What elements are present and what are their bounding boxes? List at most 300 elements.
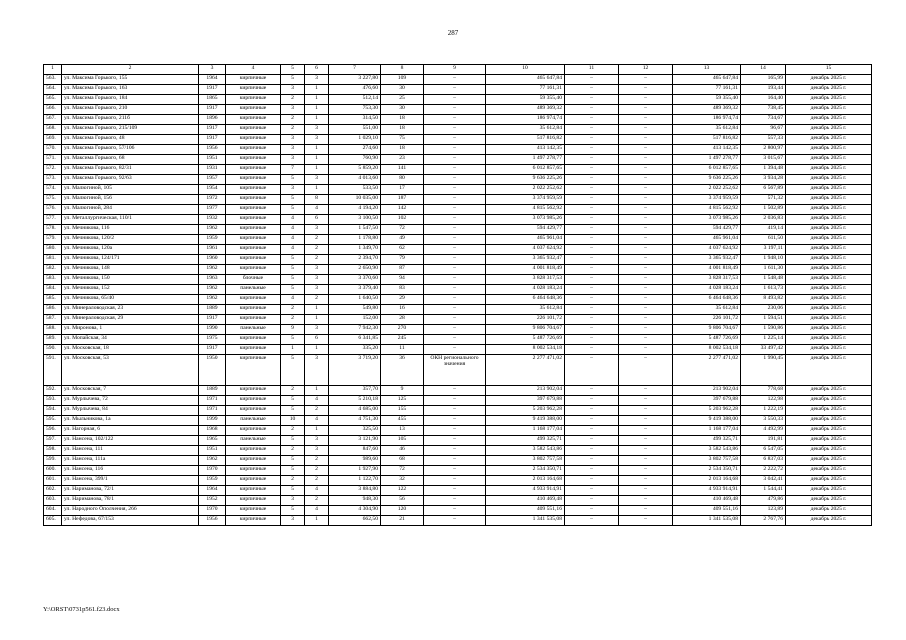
table-cell: 4 304,90	[329, 506, 381, 516]
table-cell: 77 161,31	[486, 85, 565, 95]
table-cell: ул. Мечникова, 116	[62, 225, 199, 235]
table-row	[44, 255, 872, 265]
table-cell: декабрь 2025 г.	[786, 235, 872, 245]
table-cell: 1	[305, 85, 329, 95]
table-cell: кирпичные	[226, 506, 281, 516]
table-cell: 600.	[44, 466, 62, 476]
table-cell: 1962	[199, 295, 226, 305]
table-cell: 357,70	[329, 386, 381, 396]
table-cell: декабрь 2025 г.	[786, 75, 872, 85]
table-cell: 9	[381, 386, 424, 396]
table-cell: панельные	[226, 325, 281, 335]
table-cell: 36	[381, 355, 424, 386]
table-cell: кирпичные	[226, 225, 281, 235]
table-cell: декабрь 2025 г.	[786, 175, 872, 185]
table-row	[44, 305, 872, 315]
table-cell: –	[424, 265, 486, 275]
table-cell: 3	[305, 355, 329, 386]
table-cell: 5 210,18	[329, 396, 381, 406]
table-cell: 3	[305, 265, 329, 275]
footer-file-path: Y:\ORST\0731p561.f23.docx	[43, 606, 120, 613]
table-cell: панельные	[226, 285, 281, 295]
table-cell: 1963	[199, 275, 226, 285]
table-cell: 2	[305, 496, 329, 506]
table-cell: –	[424, 285, 486, 295]
table-cell: 3 100,50	[329, 215, 381, 225]
table-row	[44, 135, 872, 145]
table-cell: 2 534 350,71	[486, 466, 565, 476]
table-cell: 1962	[199, 456, 226, 466]
table-cell: ул. Нансена, 102/122	[62, 436, 199, 446]
table-cell: 1889	[199, 386, 226, 396]
table-cell: 601.	[44, 476, 62, 486]
table-row	[44, 235, 872, 245]
table-cell: ул. Максима Горького, 211б	[62, 115, 199, 125]
table-cell: –	[424, 225, 486, 235]
table-cell: –	[424, 406, 486, 416]
table-cell: –	[619, 416, 673, 426]
table-cell: 564.	[44, 85, 62, 95]
table-cell: 1 168 177,04	[486, 426, 565, 436]
table-cell: –	[565, 285, 619, 295]
table-cell: 567.	[44, 115, 62, 125]
table-cell: 611,50	[741, 235, 786, 245]
table-cell: декабрь 2025 г.	[786, 265, 872, 275]
table-cell: 123,89	[741, 506, 786, 516]
table-cell: ул. Нансена, 399/1	[62, 476, 199, 486]
table-cell: 2 800,97	[741, 145, 786, 155]
column-header: 7	[329, 65, 381, 75]
table-row	[44, 315, 872, 325]
table-cell: 35 612,84	[486, 305, 565, 315]
table-cell: 4 815 562,92	[486, 205, 565, 215]
table-row	[44, 175, 872, 185]
table-cell: 3 370,60	[329, 275, 381, 285]
table-cell: кирпичные	[226, 426, 281, 436]
table-cell: 11	[381, 345, 424, 355]
table-cell: –	[424, 235, 486, 245]
table-cell: –	[565, 275, 619, 285]
table-cell: 734,67	[741, 115, 786, 125]
table-cell: 1959	[199, 235, 226, 245]
table-cell: –	[619, 466, 673, 476]
table-cell: 1962	[199, 265, 226, 275]
table-cell: 594 429,77	[486, 225, 565, 235]
table-cell: 586.	[44, 305, 62, 315]
table-cell: 270	[381, 325, 424, 335]
table-cell: 6 464 648,36	[486, 295, 565, 305]
table-cell: 56	[381, 496, 424, 506]
table-cell: кирпичные	[226, 315, 281, 325]
table-cell: 17	[381, 185, 424, 195]
table-cell: 1962	[199, 285, 226, 295]
table-row	[44, 456, 872, 466]
table-cell: –	[619, 165, 673, 175]
table-cell: –	[565, 115, 619, 125]
table-cell: –	[565, 516, 619, 526]
table-cell: 1	[305, 426, 329, 436]
table-cell: 16	[381, 305, 424, 315]
table-cell: –	[565, 446, 619, 456]
table-cell: 413 142,35	[486, 145, 565, 155]
table-cell: 59 355,40	[673, 95, 741, 105]
table-cell: 35 612,84	[673, 125, 741, 135]
table-cell: 2	[281, 95, 305, 105]
table-cell: –	[565, 406, 619, 416]
table-cell: 1	[305, 145, 329, 155]
table-cell: кирпичные	[226, 175, 281, 185]
table-cell: –	[424, 416, 486, 426]
table-cell: –	[565, 416, 619, 426]
table-cell: 3	[281, 496, 305, 506]
table-cell: 191,81	[741, 436, 786, 446]
table-row	[44, 105, 872, 115]
table-cell: 5	[281, 205, 305, 215]
table-cell: –	[619, 185, 673, 195]
table-cell: 33 497,42	[741, 345, 786, 355]
table-row	[44, 516, 872, 526]
table-cell: 5	[281, 195, 305, 205]
table-cell: –	[619, 396, 673, 406]
table-cell: 590.	[44, 345, 62, 355]
table-row	[44, 265, 872, 275]
table-cell: ул. Нефедова, 67/153	[62, 516, 199, 526]
table-cell: –	[424, 396, 486, 406]
table-cell: ул. Московская, 53	[62, 355, 199, 386]
table-cell: 1	[305, 165, 329, 175]
table-cell: 578.	[44, 225, 62, 235]
table-cell: ул. Мопайская, 34	[62, 335, 199, 345]
table-cell: 517 816,82	[486, 135, 565, 145]
table-cell: 6 837,03	[741, 456, 786, 466]
table-cell: –	[565, 215, 619, 225]
table-cell: 2 277 471,02	[673, 355, 741, 386]
header-row	[44, 65, 872, 75]
table-cell: –	[424, 205, 486, 215]
table-cell: кирпичные	[226, 135, 281, 145]
table-cell: 6	[305, 335, 329, 345]
table-cell: кирпичные	[226, 255, 281, 265]
table-cell: –	[424, 436, 486, 446]
table-cell: 760,90	[329, 155, 381, 165]
table-cell: 604.	[44, 506, 62, 516]
table-cell: –	[424, 446, 486, 456]
table-cell: –	[424, 145, 486, 155]
table-cell: ул. Мыльникова, 1а	[62, 416, 199, 426]
table-cell: 77 161,31	[673, 85, 741, 95]
table-cell: –	[565, 255, 619, 265]
table-cell: 1968	[199, 426, 226, 436]
table-cell: 1 502,89	[741, 205, 786, 215]
table-cell: декабрь 2025 г.	[786, 85, 872, 95]
table-cell: 5	[281, 466, 305, 476]
table-cell: 21	[381, 516, 424, 526]
table-cell: 2 022 252,62	[673, 185, 741, 195]
table-cell: 465 647,84	[673, 75, 741, 85]
table-cell: декабрь 2025 г.	[786, 125, 872, 135]
table-cell: кирпичные	[226, 295, 281, 305]
table-cell: 6 567,89	[741, 185, 786, 195]
table-cell: 35 612,84	[673, 305, 741, 315]
table-cell: 3 719,20	[329, 355, 381, 386]
table-cell: 1 225,14	[741, 335, 786, 345]
table-cell: 35 612,84	[486, 125, 565, 135]
table-row	[44, 225, 872, 235]
table-row	[44, 195, 872, 205]
table-cell: 152,00	[329, 315, 381, 325]
table-cell: 3 227,80	[329, 75, 381, 85]
table-cell: –	[565, 225, 619, 235]
table-cell: 4	[281, 215, 305, 225]
table-cell: декабрь 2025 г.	[786, 436, 872, 446]
table-cell: 25	[381, 95, 424, 105]
table-cell: 325,50	[329, 426, 381, 436]
table-cell: 1 341 535,08	[673, 516, 741, 526]
table-cell: 5	[281, 175, 305, 185]
table-cell: 579.	[44, 235, 62, 245]
table-cell: –	[565, 466, 619, 476]
table-cell: 465 647,84	[486, 75, 565, 85]
table-cell: декабрь 2025 г.	[786, 245, 872, 255]
table-row	[44, 325, 872, 335]
table-cell: 1956	[199, 516, 226, 526]
table-cell: –	[619, 386, 673, 396]
table-cell: кирпичные	[226, 335, 281, 345]
table-cell: 155	[381, 406, 424, 416]
table-row	[44, 285, 872, 295]
table-cell: 193,44	[741, 85, 786, 95]
table-cell: кирпичные	[226, 466, 281, 476]
table-cell: –	[565, 396, 619, 406]
table-cell: 1 640,50	[329, 295, 381, 305]
table-cell: 29	[381, 295, 424, 305]
table-cell: –	[619, 215, 673, 225]
table-cell: кирпичные	[226, 195, 281, 205]
table-cell: 1 122,70	[329, 476, 381, 486]
table-cell: 489 369,32	[486, 105, 565, 115]
table-cell: 1964	[199, 486, 226, 496]
table-cell: декабрь 2025 г.	[786, 115, 872, 125]
table-cell: –	[424, 486, 486, 496]
table-cell: 738,45	[741, 105, 786, 115]
table-cell: ул. Московская, 18	[62, 345, 199, 355]
table-row	[44, 345, 872, 355]
table-cell: 594.	[44, 406, 62, 416]
table-cell: 186 974,74	[486, 115, 565, 125]
table-cell: декабрь 2025 г.	[786, 195, 872, 205]
table-cell: 589.	[44, 335, 62, 345]
table-cell: 4	[305, 396, 329, 406]
table-cell: 1971	[199, 406, 226, 416]
table-cell: 3 121,90	[329, 436, 381, 446]
table-cell: 1917	[199, 125, 226, 135]
table-cell: 4	[281, 235, 305, 245]
table-cell: 6	[305, 215, 329, 225]
table-cell: 62	[381, 245, 424, 255]
table-cell: –	[424, 386, 486, 396]
table-cell: декабрь 2025 г.	[786, 406, 872, 416]
table-cell: 1970	[199, 466, 226, 476]
table-cell: 2	[281, 305, 305, 315]
table-cell: –	[424, 165, 486, 175]
table-cell: 30	[381, 85, 424, 95]
table-cell: 5	[281, 275, 305, 285]
table-cell: ул. Максима Горького, 68	[62, 155, 199, 165]
table-cell: 72	[381, 225, 424, 235]
table-cell: 3	[305, 125, 329, 135]
table-cell: 489 369,32	[673, 105, 741, 115]
table-cell: 570.	[44, 145, 62, 155]
column-header: 8	[381, 65, 424, 75]
table-cell: 1 168 177,04	[673, 426, 741, 436]
table-cell: 1	[305, 95, 329, 105]
table-cell: 2	[305, 466, 329, 476]
table-cell: –	[619, 335, 673, 345]
table-row	[44, 416, 872, 426]
table-cell: 9 636 225,26	[486, 175, 565, 185]
table-cell: декабрь 2025 г.	[786, 446, 872, 456]
table-cell: декабрь 2025 г.	[786, 275, 872, 285]
table-cell: 4 815 562,92	[673, 205, 741, 215]
table-cell: 533,50	[329, 185, 381, 195]
table-cell: 569.	[44, 135, 62, 145]
table-cell: –	[565, 125, 619, 135]
table-cell: кирпичные	[226, 355, 281, 386]
table-cell: –	[565, 155, 619, 165]
table-row	[44, 335, 872, 345]
table-cell: 3	[281, 516, 305, 526]
table-cell: –	[424, 135, 486, 145]
table-cell: 1 029,10	[329, 135, 381, 145]
table-cell: кирпичные	[226, 95, 281, 105]
table-cell: 4 194,20	[329, 205, 381, 215]
table-cell: ул. Народного Ополчения, 266	[62, 506, 199, 516]
table-cell: –	[619, 275, 673, 285]
table-cell: кирпичные	[226, 105, 281, 115]
table-cell: 213 902,04	[673, 386, 741, 396]
table-cell: 595.	[44, 416, 62, 426]
table-cell: 465 961,04	[673, 235, 741, 245]
table-cell: 4	[281, 245, 305, 255]
table-cell: 335,20	[329, 345, 381, 355]
table-cell: ул. Московская, 7	[62, 386, 199, 396]
table-cell: 5	[281, 436, 305, 446]
table-cell: кирпичные	[226, 305, 281, 315]
table-cell: 3 884,80	[329, 486, 381, 496]
table-cell: 1	[305, 516, 329, 526]
table-cell: 4 013,60	[329, 175, 381, 185]
table-cell: ул. Малюгиной, 284	[62, 205, 199, 215]
table-cell: ул. Мечникова, 120а	[62, 245, 199, 255]
housing-table	[43, 64, 872, 526]
table-cell: 1	[305, 305, 329, 315]
column-header: 5	[281, 65, 305, 75]
table-cell: 603.	[44, 496, 62, 506]
table-cell: 8	[305, 195, 329, 205]
table-cell: –	[619, 406, 673, 416]
table-cell: 187	[381, 195, 424, 205]
table-cell: 4	[305, 506, 329, 516]
table-row	[44, 205, 872, 215]
table-row	[44, 466, 872, 476]
table-cell: 2	[281, 446, 305, 456]
table-cell: –	[424, 125, 486, 135]
table-cell: 2	[305, 295, 329, 305]
table-cell: 3 365 932,47	[486, 255, 565, 265]
table-cell: 5	[281, 456, 305, 466]
table-cell: 476,60	[329, 85, 381, 95]
table-row	[44, 486, 872, 496]
table-cell: –	[619, 245, 673, 255]
table-cell: –	[424, 175, 486, 185]
table-cell: –	[565, 305, 619, 315]
table-cell: 7	[281, 165, 305, 175]
table-cell: ул. Мечникова, 120/2	[62, 235, 199, 245]
table-cell: 4 001 818,49	[486, 265, 565, 275]
table-cell: 2 650,90	[329, 265, 381, 275]
table-cell: 186 974,74	[673, 115, 741, 125]
table-cell: 83	[381, 285, 424, 295]
table-row	[44, 506, 872, 516]
table-cell: 455	[381, 416, 424, 426]
column-header: 9	[424, 65, 486, 75]
table-cell: 9 636 225,26	[673, 175, 741, 185]
table-cell: 989,60	[329, 456, 381, 466]
column-header: 1	[44, 65, 62, 75]
table-cell: –	[619, 516, 673, 526]
table-cell: –	[424, 466, 486, 476]
table-cell: 1865	[199, 95, 226, 105]
table-cell: 8 002 534,18	[486, 345, 565, 355]
table-cell: 2 767,76	[741, 516, 786, 526]
table-cell: ул. Нансена, 116	[62, 466, 199, 476]
table-cell: –	[424, 456, 486, 466]
page-number: 287	[447, 29, 459, 37]
table-cell: –	[565, 175, 619, 185]
table-cell: 18	[381, 115, 424, 125]
table-cell: 105	[381, 436, 424, 446]
table-cell: 5	[281, 486, 305, 496]
table-cell: 1961	[199, 245, 226, 255]
table-cell: –	[619, 265, 673, 275]
table-cell: –	[565, 335, 619, 345]
table-cell: 1964	[199, 75, 226, 85]
table-row	[44, 436, 872, 446]
table-cell: 6 012 857,65	[673, 165, 741, 175]
table-cell: 2	[305, 255, 329, 265]
table-cell: 59 355,40	[486, 95, 565, 105]
table-cell: 571,32	[741, 195, 786, 205]
table-cell: 597.	[44, 436, 62, 446]
table-cell: 314,50	[329, 115, 381, 125]
table-cell: 4 685,00	[329, 406, 381, 416]
table-cell: 4	[281, 225, 305, 235]
column-header: 12	[619, 65, 673, 75]
table-cell: 5 487 726,69	[673, 335, 741, 345]
table-cell: 3 015,67	[741, 155, 786, 165]
table-cell: 605.	[44, 516, 62, 526]
table-cell: 1 349,70	[329, 245, 381, 255]
table-cell: декабрь 2025 г.	[786, 305, 872, 315]
table-cell: 4 751,30	[329, 416, 381, 426]
table-cell: 2	[305, 406, 329, 416]
table-cell: 753,30	[329, 105, 381, 115]
table-cell: 1951	[199, 155, 226, 165]
table-cell: 1 547,50	[329, 225, 381, 235]
table-cell: –	[424, 105, 486, 115]
table-cell: ул. Максима Горького, 210	[62, 105, 199, 115]
table-cell: ул. Минераловодская, 23	[62, 305, 199, 315]
